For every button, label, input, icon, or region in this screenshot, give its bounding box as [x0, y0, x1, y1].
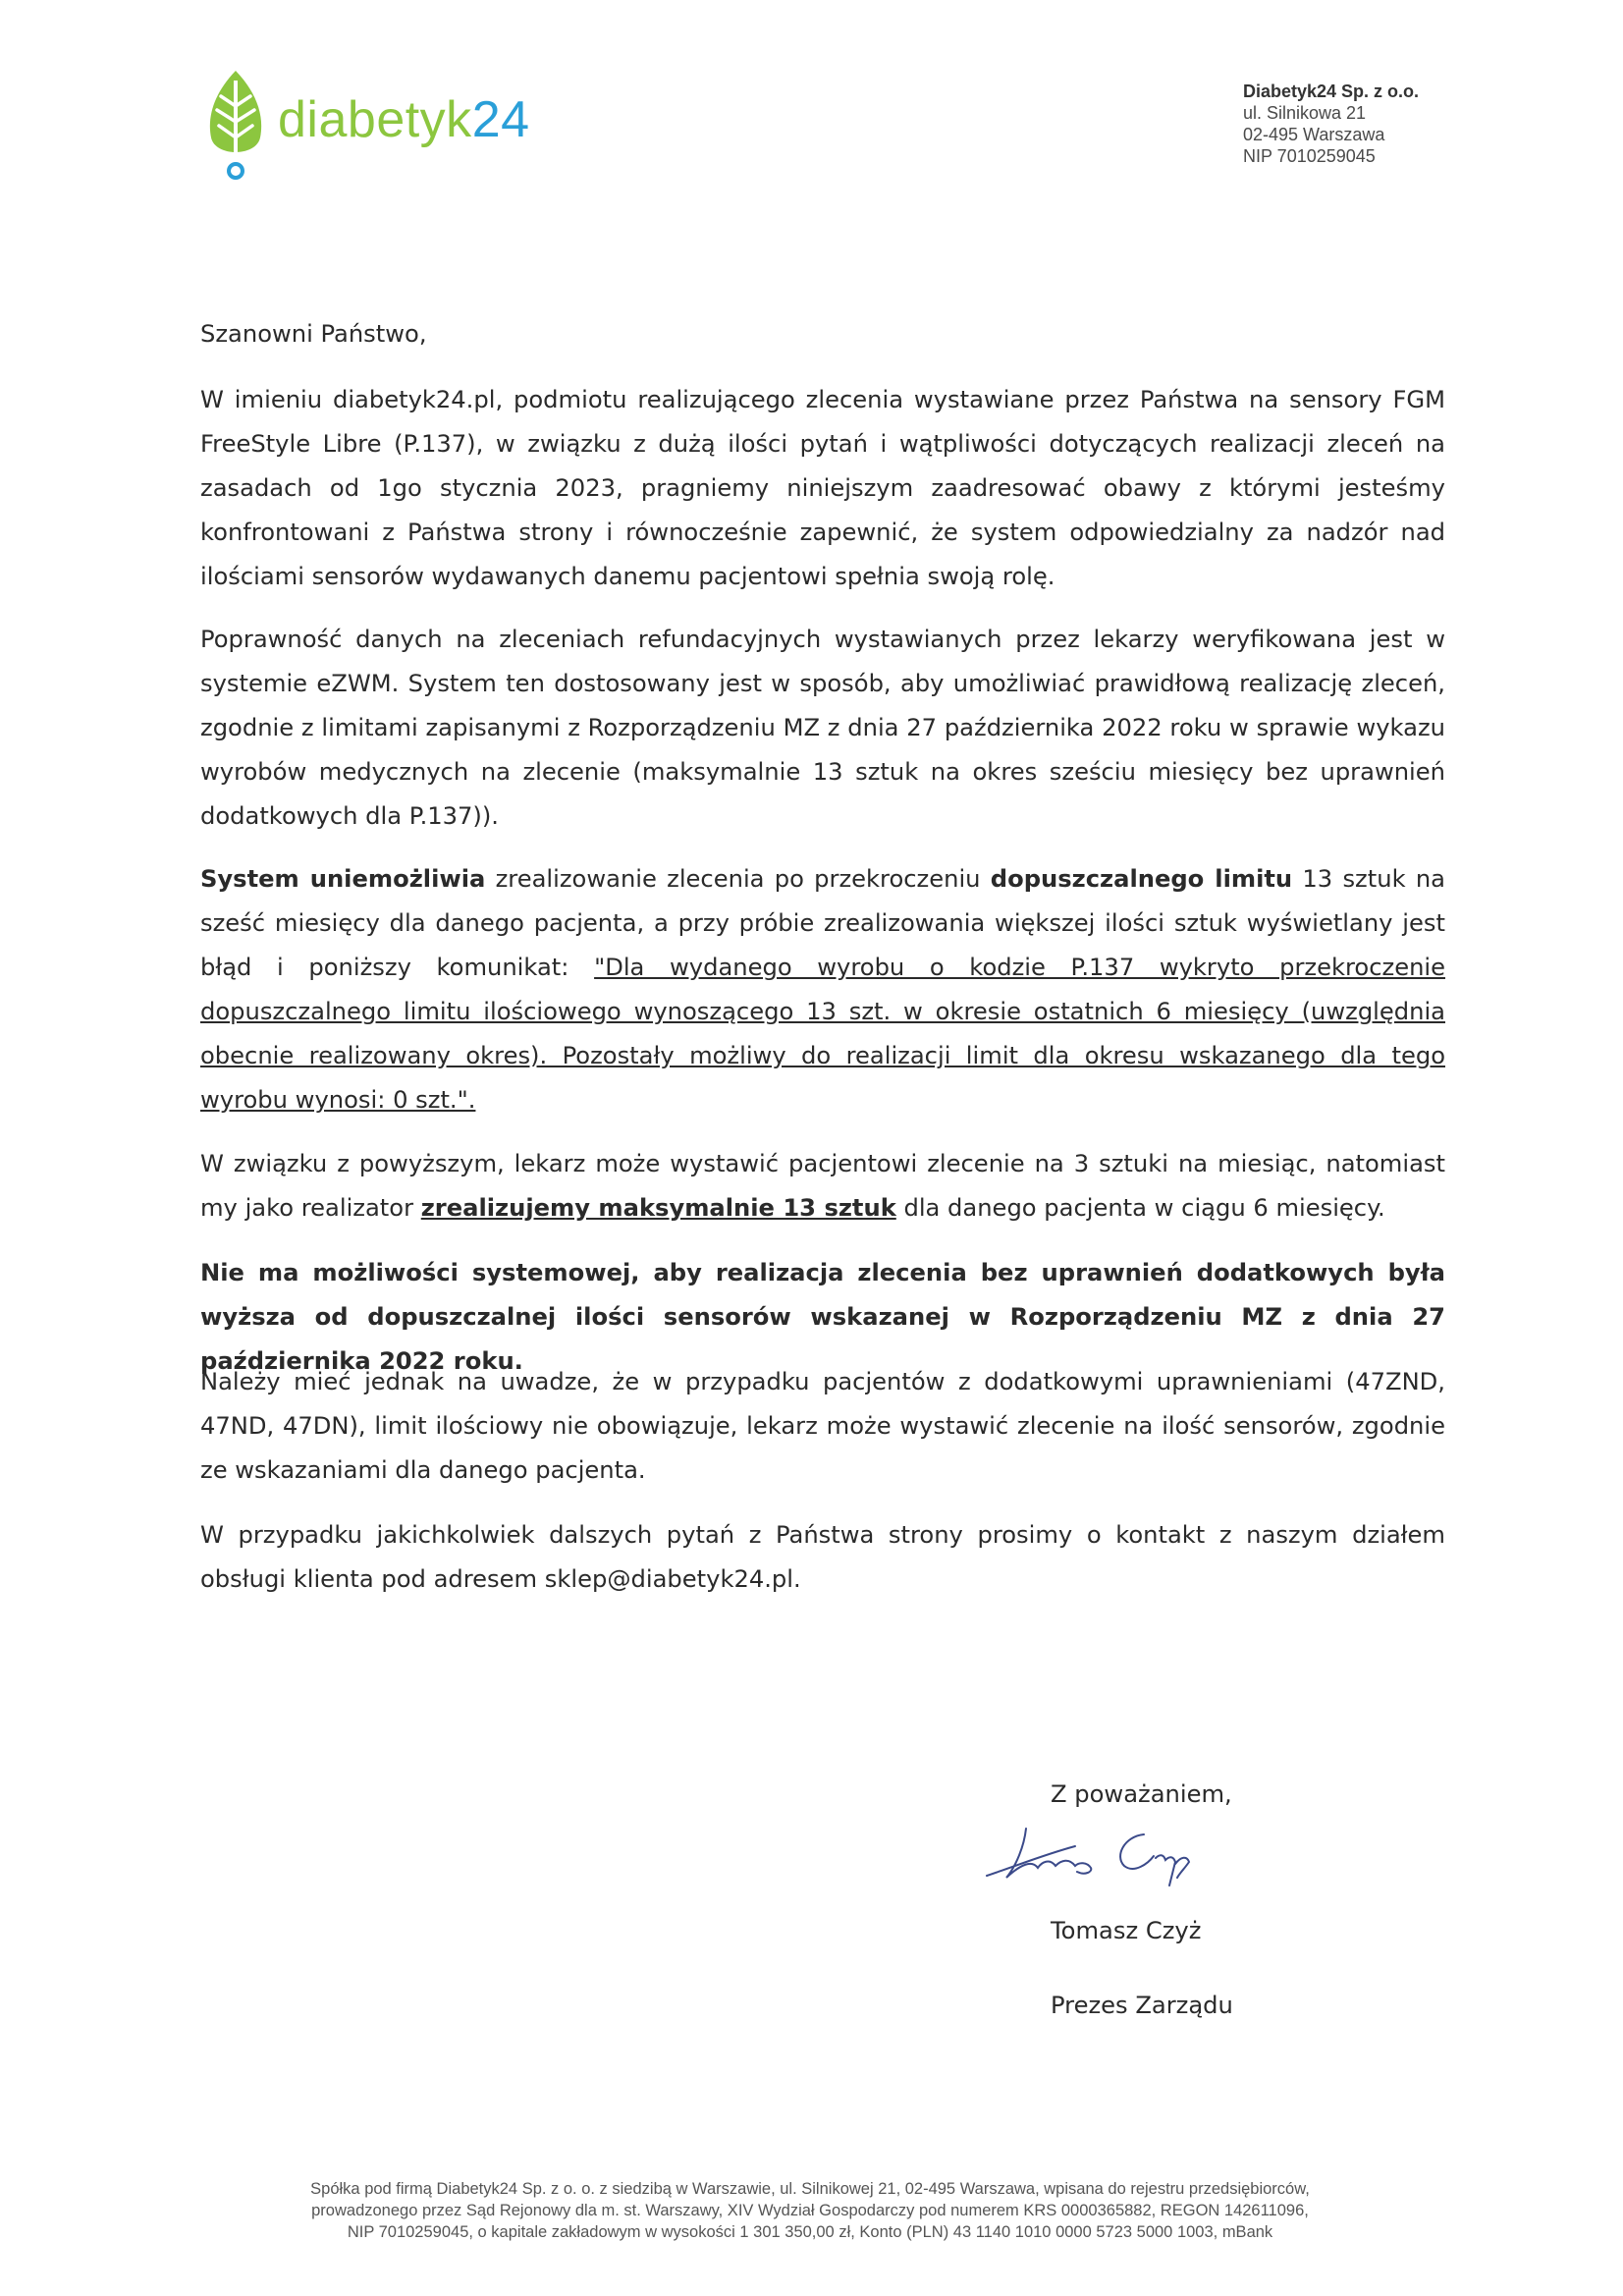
footer-line: Spółka pod firmą Diabetyk24 Sp. z o. o. z siedzibą w Warszawie, ul. Silnikowej 21, 02-495 Warszawa, wpisana do rejestru przedsiębiorców, [310, 2180, 1310, 2198]
text-segment: 13 sztuk na sześć miesięcy dla danego pacjenta, a przy próbie zrealizowania większej ilości sztuk wyświetlany jest błąd i poniższy komunikat: [200, 865, 1445, 981]
company-city: 02-495 Warszawa [1243, 125, 1385, 144]
letter-greeting: Szanowni Państwo, [200, 320, 427, 348]
bold-system-phrase: System uniemożliwia [200, 865, 486, 893]
paragraph-system-limit [200, 857, 1445, 1122]
system-message-quote: "Dla wydanego wyrobu o kodzie P.137 wykryto przekroczenie dopuszczalnego limitu ilościowego wynoszącego 13 szt. w okresie ostatnich 6 miesięcy (uwzględnia obecnie realizowany okres). Pozostały możliwy do realizacji limit dla okresu wskazanego dla tego wyrobu wynosi: 0 szt.". [200, 954, 1446, 1114]
paragraph-emphasis: Nie ma możliwości systemowej, aby realizacja zlecenia bez uprawnień dodatkowych była wyższa od dopuszczalnej ilości sensorów wskazanej w Rozporządzeniu MZ z dnia 27 października 2022 roku. [200, 1259, 1445, 1375]
paragraph-contact: W przypadku jakichkolwiek dalszych pytań z Państwa strony prosimy o kontakt z naszym działem obsługi klienta pod adresem sklep@diabetyk24.pl. [200, 1521, 1445, 1593]
company-street: ul. Silnikowa 21 [1243, 103, 1367, 123]
signer-name: Tomasz Czyż [1051, 1917, 1202, 1944]
text-segment: W związku z powyższym, lekarz może wystawić pacjentowi zlecenie na 3 sztuki na miesiąc, natomiast my jako realizator [200, 1150, 1445, 1222]
signer-title: Prezes Zarządu [1051, 1992, 1233, 2019]
paragraph-exceptions: Należy mieć jednak na uwadze, że w przypadku pacjentów z dodatkowymi uprawnieniami (47ZND, 47ND, 47DN), limit ilościowy nie obowiązuje, lekarz może wystawić zlecenie na ilość sensorów, zgodnie ze wskazaniami dla danego pacjenta. [200, 1368, 1445, 1484]
text-segment: dla danego pacjenta w ciągu 6 miesięcy. [895, 1194, 1385, 1222]
closing-salutation: Z poważaniem, [1051, 1780, 1232, 1808]
paragraph-prescription [200, 1142, 1445, 1230]
footer-line: NIP 7010259045, o kapitale zakładowym w wysokości 1 301 350,00 zł, Konto (PLN) 43 1140 1010 0000 5723 5000 1003, mBank [347, 2223, 1273, 2241]
bold-limit-phrase: dopuszczalnego limitu [990, 865, 1293, 893]
text-segment: zrealizowanie zlecenia po przekroczeniu [485, 865, 991, 893]
legal-footer [157, 2178, 1463, 2243]
leaf-drop-icon [201, 67, 270, 185]
logo-text-part1: diabetyk [278, 91, 472, 148]
company-name: Diabetyk24 Sp. z o.o. [1243, 82, 1420, 101]
paragraph-intro: W imieniu diabetyk24.pl, podmiotu realizującego zlecenia wystawiane przez Państwa na sensory FGM FreeStyle Libre (P.137), w związku z dużą ilości pytań i wątpliwości dotyczących realizacji zleceń na zasadach od 1go stycznia 2023, pragniemy niniejszym zaadresować obawy z którymi jesteśmy konfrontowani z Państwa strony i równocześnie zapewnić, że system odpowiedzialny za nadzór nad ilościami sensorów wydawanych danemu pacjentowi spełnia swoją rolę. [200, 386, 1445, 590]
company-logo [201, 67, 574, 185]
company-address [1243, 81, 1419, 167]
bold-underlined-phrase: zrealizujemy maksymalnie 13 sztuk [420, 1194, 896, 1222]
logo-text-part2: 24 [471, 91, 530, 148]
paragraph-ezwm: Poprawność danych na zleceniach refundacyjnych wystawianych przez lekarzy weryfikowana jest w systemie eZWM. System ten dostosowany jest w sposób, aby umożliwiać prawidłową realizację zleceń, zgodnie z limitami zapisanymi z Rozporządzeniu MZ z dnia 27 października 2022 roku w sprawie wykazu wyrobów medycznych na zlecenie (maksymalnie 13 sztuk na okres sześciu miesięcy bez uprawnień dodatkowych dla P.137)). [200, 626, 1445, 830]
logo-wordmark [278, 91, 530, 148]
company-nip: NIP 7010259045 [1243, 146, 1376, 166]
handwritten-signature [967, 1807, 1262, 1925]
footer-line: prowadzonego przez Sąd Rejonowy dla m. st. Warszawy, XIV Wydział Gospodarczy pod numerem KRS 0000365882, REGON 142611096, [311, 2202, 1309, 2219]
